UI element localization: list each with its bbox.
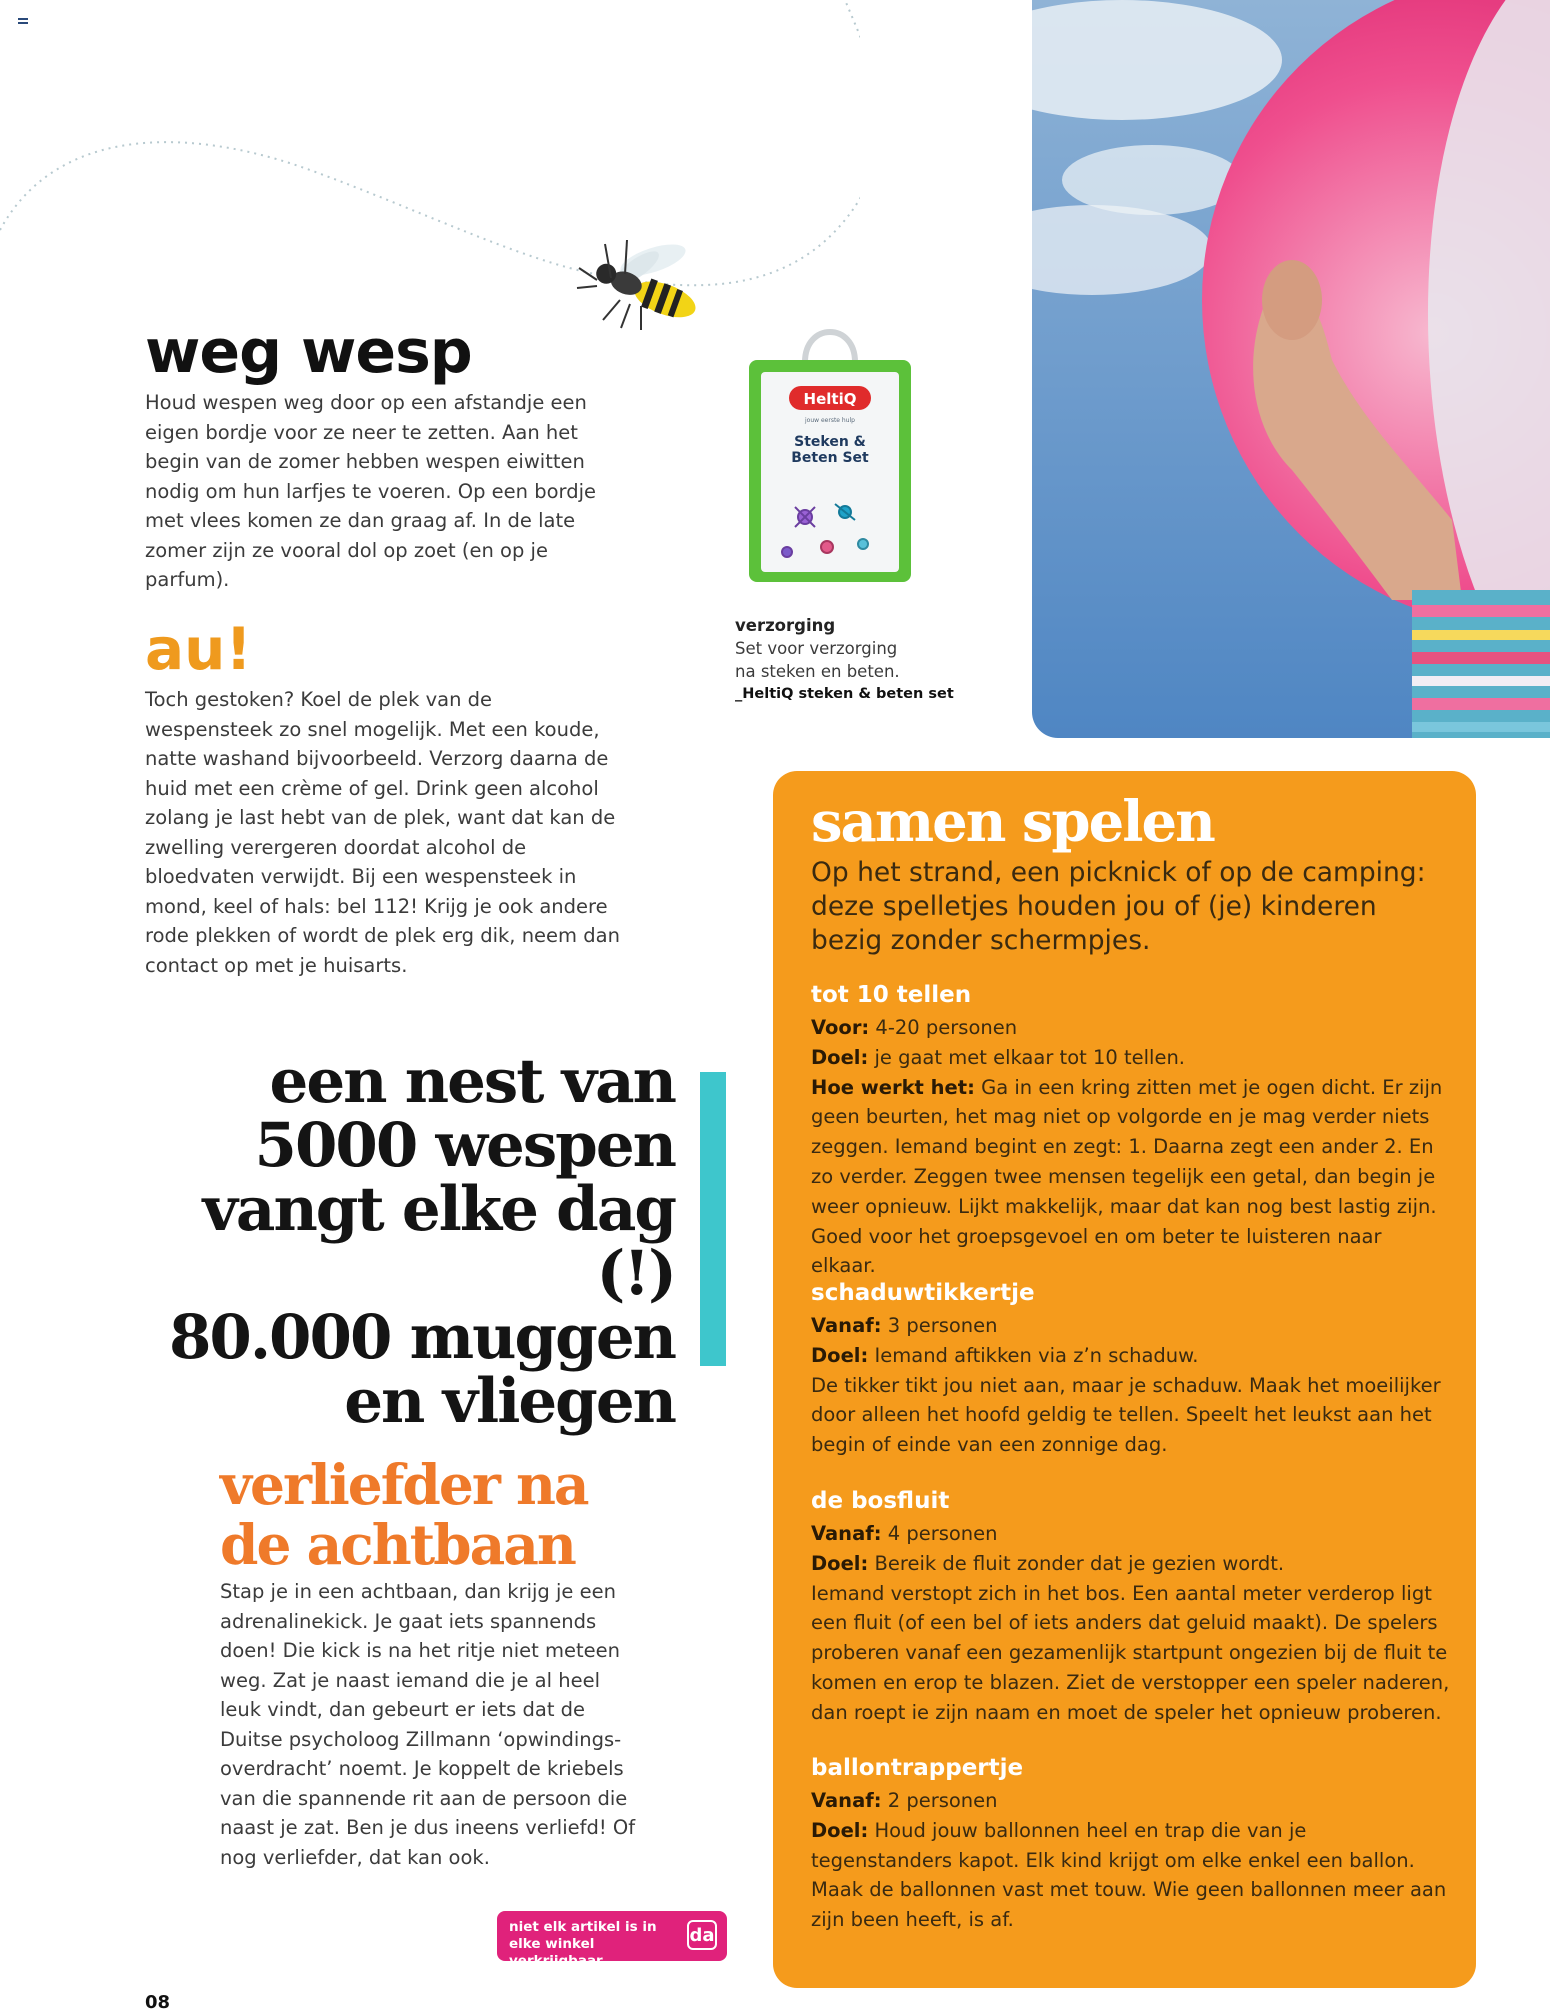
quote-line-3: vangt elke dag (!) [202, 1174, 675, 1309]
coaster-title [220, 1452, 660, 1577]
quote-line-1: een nest van [269, 1046, 675, 1117]
beach-ball-photo [1032, 0, 1550, 738]
quote-line-5: en vliegen [344, 1366, 675, 1437]
games-title: samen spelen [811, 789, 1214, 855]
heltiq-product-package [745, 322, 915, 584]
coaster-text: Stap je in een achtbaan, dan krijg je een adrenalinekick. Je gaat iets spannends doen! Die kick is na het ritje niet meteen weg. Zat je naast iemand die je al heel leuk vindt, dan gebeurt er iets dat de Duitse psycholoog Zillmann ‘opwindings-overdracht’ noemt. Je koppelt de kriebels van die spannende rit aan de persoon die naast je zat. Ben je dus ineens verliefd! Of nog verliefder, dat kan ook. [220, 1580, 636, 1869]
quote-line-4: 80.000 muggen [168, 1302, 675, 1373]
wasp-icon [575, 230, 715, 340]
game-line-1: Vanaf: 3 personen [811, 1314, 998, 1337]
game-line-3: Hoe werkt het: Ga in een kring zitten met je ogen dicht. Er zijn geen beurten, het mag niet op volgorde en je mag verder niets zeggen. Iemand begint en zegt: 1. Daarna zegt een ander 2. En zo verder. Zeggen twee mensen tegelijk een getal, dan begin je weer opnieuw. Lijkt makkelijk, maar dat kan nog best lastig zijn. Goed voor het groepsgevoel en om beter te luisteren naar elkaar. [811, 1075, 1443, 1278]
weg-wesp-title: weg wesp [145, 317, 472, 387]
game-item [811, 981, 1451, 1281]
au-title: au! [145, 615, 252, 683]
coaster-title-line1: verliefder na [220, 1452, 588, 1517]
coaster-title-line2: de achtbaan [220, 1512, 575, 1577]
game-line-2: Doel: je gaat met elkaar tot 10 tellen. [811, 1045, 1186, 1069]
game-item [811, 1279, 1451, 1460]
game-line-1: Vanaf: 4 personen [811, 1522, 998, 1545]
package-brand: HeltiQ [803, 390, 857, 408]
weg-wesp-text: Houd wespen weg door op een afstandje een eigen bordje voor ze neer te zetten. Aan het begin van de zomer hebben wespen eiwitten nodig om hun larfjes te voeren. Op een bordje met vlees komen ze dan graag af. In de late zomer zijn ze vooral dol op zoet (en op je parfum). [145, 391, 596, 591]
game-item [811, 1754, 1451, 1935]
badge-text: niet elk artikel is in elke winkel verkrijgbaar [509, 1919, 657, 1969]
game-line-1: Voor: 4-20 personen [811, 1016, 1018, 1039]
game-name: de bosfluit [811, 1488, 950, 1514]
caption-title: verzorging [735, 616, 836, 635]
wasp-fact-quote [130, 1046, 675, 1437]
dotted-flight-path [0, 0, 860, 320]
game-line-2: Doel: Houd jouw ballonnen heel en trap die van je tegenstanders kapot. Elk kind krijgt om elke enkel een ballon. Maak de ballonnen vast met touw. Wie geen ballonnen meer aan zijn been heeft, is af. [811, 1818, 1447, 1932]
games-box [773, 771, 1476, 1988]
game-line-2: Doel: Iemand aftikken via z’n schaduw. [811, 1343, 1199, 1367]
game-item [811, 1487, 1451, 1728]
quote-accent-bar [700, 1072, 726, 1366]
game-name: schaduwtikkertje [811, 1280, 1035, 1306]
caption-line2: na steken en beten. [735, 662, 900, 681]
page-number: 08 [145, 1992, 171, 2013]
game-line-1: Vanaf: 2 personen [811, 1789, 998, 1812]
game-line-3: De tikker tikt jou niet aan, maar je schaduw. Maak het moeilijker door alleen het hoofd geldig te tellen. Speelt het leukst aan het begin of einde van een zonnige dag. [811, 1373, 1441, 1457]
caption-line1: Set voor verzorging [735, 639, 898, 658]
game-name: ballontrappertje [811, 1755, 1024, 1781]
game-line-3: Iemand verstopt zich in het bos. Een aantal meter verderop ligt een fluit (of een bel of iets anders dat geluid maakt). De spelers proberen vanaf een gezamenlijk startpunt ongezien bij de fluit te komen en erop te blazen. Ziet de verstopper een speler naderen, dan roept ie zijn naam en moet de speler het opnieuw proberen. [811, 1581, 1450, 1724]
package-name-line2: Beten Set [791, 450, 869, 466]
package-name-line1: Steken & [794, 434, 866, 450]
game-line-2: Doel: Bereik de fluit zonder dat je gezien wordt. [811, 1551, 1285, 1575]
games-intro: Op het strand, een picknick of op de camping: deze spelletjes houden jou of (je) kinderen bezig zonder schermpjes. [811, 857, 1426, 956]
au-text: Toch gestoken? Koel de plek van de wespensteek zo snel mogelijk. Met een koude, natte washand bijvoorbeeld. Verzorg daarna de huid met een crème of gel. Drink geen alcohol zolang je last hebt van de plek, want dat kan de zwelling verergeren doordat alcohol de bloedvaten verwijdt. Bij een wespensteek in mond, keel of hals: bel 112! Krijg je ook andere rode plekken of wordt de plek erg dik, neem dan contact op met je huisarts. [145, 688, 620, 977]
store-logo: da [687, 1920, 717, 1950]
quote-line-2: 5000 wespen [254, 1110, 675, 1181]
availability-badge [497, 1911, 727, 1969]
product-caption [735, 614, 965, 706]
package-tagline: jouw eerste hulp [805, 417, 855, 424]
game-name: tot 10 tellen [811, 982, 972, 1008]
caption-brand: _HeltiQ steken & beten set [735, 686, 954, 702]
